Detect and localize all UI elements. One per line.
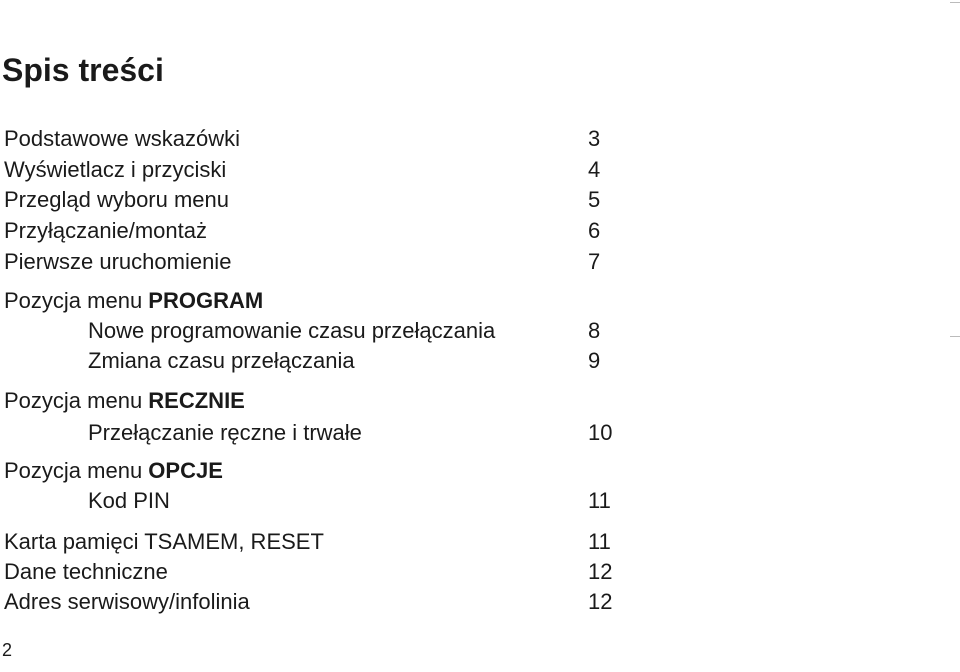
toc-entry-page: 7	[588, 249, 601, 274]
toc-entry-label: Nowe programowanie czasu przełączania	[88, 318, 496, 343]
toc-section-emphasis: OPCJE	[148, 458, 223, 483]
toc-entry	[4, 185, 644, 215]
toc-entry-label: Karta pamięci TSAMEM, RESET	[4, 529, 324, 554]
toc-entry	[4, 346, 644, 376]
toc-section-heading	[4, 456, 644, 486]
toc-entry	[4, 418, 644, 448]
toc-section-heading	[4, 286, 644, 316]
toc-entry-page: 6	[588, 218, 601, 243]
crop-mark	[950, 2, 960, 3]
toc-section-prefix: Pozycja menu	[4, 458, 149, 483]
toc-entry-page: 11	[588, 488, 611, 513]
toc-entry-label: Przegląd wyboru menu	[4, 187, 230, 212]
toc-entry-label: Dane techniczne	[4, 559, 168, 584]
toc-entry-label: Adres serwisowy/infolinia	[4, 589, 250, 614]
toc-entry-page: 12	[588, 559, 613, 584]
toc-entry-page: 12	[588, 589, 613, 614]
page-number: 2	[2, 640, 13, 660]
toc-section-prefix: Pozycja menu	[4, 388, 149, 413]
toc-section-heading	[4, 386, 644, 416]
toc-section-emphasis: RECZNIE	[148, 388, 245, 413]
toc-entry-page: 8	[588, 318, 601, 343]
toc-section-emphasis: PROGRAM	[148, 288, 264, 313]
toc-entry	[4, 247, 644, 277]
toc-entry	[4, 155, 644, 185]
toc-entry-label: Podstawowe wskazówki	[4, 126, 240, 151]
crop-mark	[950, 336, 960, 337]
toc-entry-label: Wyświetlacz i przyciski	[4, 157, 227, 182]
page-title: Spis treści	[2, 52, 164, 88]
toc-entry-page: 9	[588, 348, 601, 373]
toc-entry	[4, 216, 644, 246]
toc-entry-page: 4	[588, 157, 601, 182]
toc-entry-label: Pierwsze uruchomienie	[4, 249, 232, 274]
toc-entry-label: Przyłączanie/montaż	[4, 218, 207, 243]
toc-entry	[4, 527, 644, 557]
toc-entry-page: 11	[588, 529, 611, 554]
toc-entry	[4, 587, 644, 617]
toc-entry	[4, 486, 644, 516]
toc-entry	[4, 557, 644, 587]
toc-entry-label: Przełączanie ręczne i trwałe	[88, 420, 362, 445]
toc-entry	[4, 316, 644, 346]
toc-entry-page: 10	[588, 420, 613, 445]
toc-entry	[4, 124, 644, 154]
toc-section-label	[4, 458, 223, 483]
toc-section-prefix: Pozycja menu	[4, 288, 149, 313]
toc-section-label	[4, 388, 245, 413]
toc-entry-page: 3	[588, 126, 601, 151]
toc-section-label	[4, 288, 263, 313]
toc-entry-label: Zmiana czasu przełączania	[88, 348, 355, 373]
toc-entry-page: 5	[588, 187, 601, 212]
toc-entry-label: Kod PIN	[88, 488, 170, 513]
